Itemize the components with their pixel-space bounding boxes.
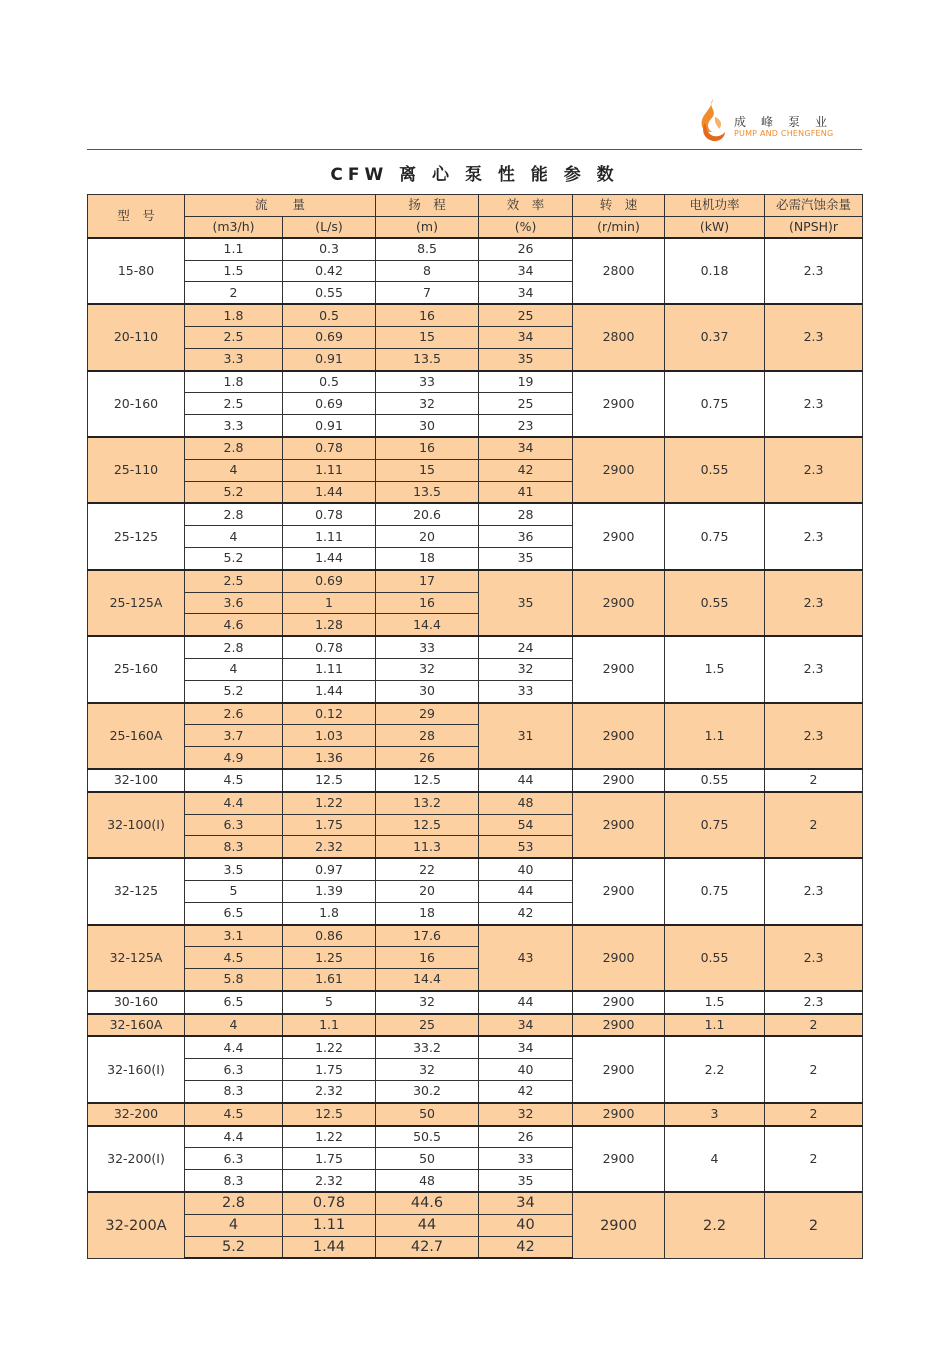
cell-model: 30-160 — [88, 991, 185, 1014]
cell-head: 44 — [376, 1214, 479, 1236]
page-title: CFW 离 心 泵 性 能 参 数 — [330, 165, 619, 185]
cell-model: 25-125 — [88, 503, 185, 569]
unit-efficiency: (%) — [479, 216, 573, 238]
cell-efficiency: 25 — [479, 393, 573, 415]
table-row — [88, 1014, 863, 1037]
cell-flow-m3h: 4.4 — [185, 792, 283, 814]
cell-flow-ls: 1.61 — [283, 969, 376, 991]
cell-flow-ls: 0.78 — [283, 636, 376, 658]
table-unit-row — [88, 216, 863, 238]
cell-model: 32-125 — [88, 858, 185, 924]
cell-model: 32-160A — [88, 1014, 185, 1037]
cell-flow-m3h: 4.5 — [185, 1103, 283, 1126]
cell-speed: 2800 — [573, 238, 665, 304]
cell-npsh: 2.3 — [765, 703, 863, 769]
cell-power: 0.18 — [665, 238, 765, 304]
cell-flow-ls: 12.5 — [283, 1103, 376, 1126]
cell-model: 15-80 — [88, 238, 185, 304]
cell-npsh: 2.3 — [765, 238, 863, 304]
cell-flow-ls: 1.75 — [283, 1148, 376, 1170]
cell-head: 17 — [376, 570, 479, 592]
cell-head: 18 — [376, 547, 479, 569]
table-row — [88, 636, 863, 658]
cell-head: 33 — [376, 371, 479, 393]
cell-flow-ls: 1.25 — [283, 947, 376, 969]
cell-flow-m3h: 3.3 — [185, 415, 283, 437]
header-divider — [87, 149, 862, 150]
cell-model: 20-160 — [88, 371, 185, 437]
cell-efficiency: 34 — [479, 1014, 573, 1037]
table-row — [88, 570, 863, 592]
logo-name-cn: 成峰泵业 — [734, 115, 843, 129]
cell-head: 48 — [376, 1170, 479, 1192]
cell-efficiency: 33 — [479, 1148, 573, 1170]
cell-speed: 2900 — [573, 503, 665, 569]
cell-model: 20-110 — [88, 304, 185, 370]
cell-flow-m3h: 5.2 — [185, 1236, 283, 1258]
cell-speed: 2900 — [573, 1036, 665, 1102]
cell-npsh: 2.3 — [765, 503, 863, 569]
cell-speed: 2900 — [573, 371, 665, 437]
cell-efficiency: 35 — [479, 348, 573, 370]
cell-head: 8.5 — [376, 238, 479, 260]
cell-flow-ls: 1.11 — [283, 658, 376, 680]
header-efficiency: 效 率 — [479, 195, 573, 217]
cell-flow-m3h: 5.2 — [185, 481, 283, 503]
cell-model: 32-200 — [88, 1103, 185, 1126]
cell-flow-m3h: 2.8 — [185, 636, 283, 658]
cell-speed: 2900 — [573, 1014, 665, 1037]
cell-efficiency: 54 — [479, 814, 573, 836]
table-row — [88, 1192, 863, 1214]
cell-head: 20 — [376, 526, 479, 548]
cell-flow-ls: 12.5 — [283, 769, 376, 792]
header-flow: 流 量 — [185, 195, 376, 217]
cell-flow-m3h: 2.8 — [185, 503, 283, 525]
table-row — [88, 1126, 863, 1148]
cell-head: 44.6 — [376, 1192, 479, 1214]
cell-efficiency: 41 — [479, 481, 573, 503]
cell-flow-ls: 0.69 — [283, 393, 376, 415]
cell-efficiency: 26 — [479, 238, 573, 260]
cell-flow-ls: 0.5 — [283, 371, 376, 393]
cell-flow-m3h: 4 — [185, 1214, 283, 1236]
cell-npsh: 2.3 — [765, 371, 863, 437]
cell-power: 0.55 — [665, 769, 765, 792]
flame-logo-icon — [697, 97, 727, 143]
cell-flow-ls: 1.36 — [283, 747, 376, 769]
cell-flow-ls: 1.44 — [283, 680, 376, 702]
cell-flow-ls: 1.8 — [283, 902, 376, 924]
cell-flow-m3h: 2.6 — [185, 703, 283, 725]
cell-flow-m3h: 8.3 — [185, 1081, 283, 1103]
cell-head: 32 — [376, 991, 479, 1014]
cell-head: 13.2 — [376, 792, 479, 814]
cell-flow-m3h: 2.5 — [185, 393, 283, 415]
cell-flow-ls: 0.55 — [283, 282, 376, 304]
cell-head: 25 — [376, 1014, 479, 1037]
cell-head: 15 — [376, 326, 479, 348]
table-row — [88, 238, 863, 260]
cell-flow-m3h: 1.1 — [185, 238, 283, 260]
cell-efficiency: 53 — [479, 836, 573, 858]
cell-efficiency: 34 — [479, 1192, 573, 1214]
cell-model: 25-160 — [88, 636, 185, 702]
cell-head: 16 — [376, 437, 479, 459]
cell-flow-ls: 1.03 — [283, 725, 376, 747]
cell-efficiency: 24 — [479, 636, 573, 658]
cell-head: 20 — [376, 880, 479, 902]
cell-efficiency: 34 — [479, 437, 573, 459]
cell-flow-m3h: 4.5 — [185, 769, 283, 792]
cell-efficiency: 28 — [479, 503, 573, 525]
cell-head: 16 — [376, 304, 479, 326]
cell-flow-ls: 1.1 — [283, 1014, 376, 1037]
cell-flow-m3h: 1.8 — [185, 371, 283, 393]
cell-flow-m3h: 8.3 — [185, 1170, 283, 1192]
cell-speed: 2900 — [573, 858, 665, 924]
cell-flow-ls: 1.11 — [283, 526, 376, 548]
cell-power: 1.1 — [665, 703, 765, 769]
cell-efficiency: 44 — [479, 880, 573, 902]
cell-efficiency: 42 — [479, 1236, 573, 1258]
cell-efficiency: 48 — [479, 792, 573, 814]
cell-npsh: 2.3 — [765, 991, 863, 1014]
cell-head: 30.2 — [376, 1081, 479, 1103]
cell-npsh: 2 — [765, 1103, 863, 1126]
cell-flow-ls: 1.22 — [283, 1036, 376, 1058]
cell-head: 11.3 — [376, 836, 479, 858]
cell-flow-m3h: 6.5 — [185, 991, 283, 1014]
cell-flow-ls: 5 — [283, 991, 376, 1014]
cell-flow-ls: 0.78 — [283, 503, 376, 525]
cell-head: 17.6 — [376, 925, 479, 947]
table-row — [88, 991, 863, 1014]
cell-flow-ls: 0.91 — [283, 415, 376, 437]
cell-flow-ls: 0.69 — [283, 326, 376, 348]
cell-speed: 2900 — [573, 1126, 665, 1192]
cell-head: 42.7 — [376, 1236, 479, 1258]
cell-flow-m3h: 4.6 — [185, 614, 283, 636]
cell-flow-ls: 1.44 — [283, 1236, 376, 1258]
cell-efficiency: 19 — [479, 371, 573, 393]
cell-efficiency: 42 — [479, 1081, 573, 1103]
cell-head: 8 — [376, 260, 479, 282]
cell-efficiency: 43 — [479, 925, 573, 991]
header-power: 电机功率 — [665, 195, 765, 217]
cell-flow-ls: 1.28 — [283, 614, 376, 636]
cell-head: 50 — [376, 1103, 479, 1126]
cell-head: 12.5 — [376, 814, 479, 836]
cell-model: 32-200(I) — [88, 1126, 185, 1192]
cell-npsh: 2 — [765, 1126, 863, 1192]
cell-power: 0.75 — [665, 858, 765, 924]
unit-head: (m) — [376, 216, 479, 238]
cell-flow-ls: 1 — [283, 592, 376, 614]
cell-model: 25-160A — [88, 703, 185, 769]
cell-power: 3 — [665, 1103, 765, 1126]
cell-npsh: 2 — [765, 769, 863, 792]
cell-flow-m3h: 3.6 — [185, 592, 283, 614]
cell-flow-m3h: 4.9 — [185, 747, 283, 769]
cell-flow-ls: 1.22 — [283, 792, 376, 814]
cell-power: 0.37 — [665, 304, 765, 370]
table-row — [88, 1036, 863, 1058]
cell-head: 32 — [376, 393, 479, 415]
cell-flow-ls: 0.78 — [283, 1192, 376, 1214]
cell-flow-m3h: 2 — [185, 282, 283, 304]
cell-efficiency: 42 — [479, 459, 573, 481]
cell-power: 2.2 — [665, 1192, 765, 1258]
cell-efficiency: 36 — [479, 526, 573, 548]
header-model: 型 号 — [88, 195, 185, 238]
cell-power: 4 — [665, 1126, 765, 1192]
cell-flow-m3h: 1.5 — [185, 260, 283, 282]
table-row — [88, 703, 863, 725]
cell-efficiency: 35 — [479, 547, 573, 569]
cell-flow-m3h: 2.8 — [185, 1192, 283, 1214]
header-head: 扬 程 — [376, 195, 479, 217]
cell-power: 1.5 — [665, 636, 765, 702]
cell-head: 29 — [376, 703, 479, 725]
logo-name-en: PUMP AND CHENGFENG — [734, 129, 834, 138]
table-row — [88, 925, 863, 947]
cell-flow-m3h: 5.2 — [185, 547, 283, 569]
cell-head: 32 — [376, 658, 479, 680]
cell-npsh: 2.3 — [765, 925, 863, 991]
cell-flow-m3h: 2.5 — [185, 326, 283, 348]
cell-model: 25-125A — [88, 570, 185, 636]
cell-flow-ls: 0.78 — [283, 437, 376, 459]
cell-head: 13.5 — [376, 481, 479, 503]
table-row — [88, 1103, 863, 1126]
table-row — [88, 437, 863, 459]
cell-speed: 2900 — [573, 703, 665, 769]
cell-head: 33.2 — [376, 1036, 479, 1058]
table-row — [88, 769, 863, 792]
cell-head: 22 — [376, 858, 479, 880]
cell-efficiency: 44 — [479, 991, 573, 1014]
cell-npsh: 2 — [765, 1192, 863, 1258]
cell-model: 32-200A — [88, 1192, 185, 1258]
cell-npsh: 2.3 — [765, 437, 863, 503]
cell-efficiency: 40 — [479, 858, 573, 880]
cell-efficiency: 31 — [479, 703, 573, 769]
cell-flow-ls: 2.32 — [283, 1170, 376, 1192]
cell-head: 12.5 — [376, 769, 479, 792]
cell-speed: 2900 — [573, 636, 665, 702]
cell-flow-ls: 0.69 — [283, 570, 376, 592]
cell-power: 0.55 — [665, 925, 765, 991]
cell-head: 14.4 — [376, 614, 479, 636]
table-row — [88, 792, 863, 814]
cell-efficiency: 32 — [479, 1103, 573, 1126]
cell-efficiency: 40 — [479, 1214, 573, 1236]
cell-power: 1.5 — [665, 991, 765, 1014]
cell-speed: 2900 — [573, 769, 665, 792]
cell-efficiency: 35 — [479, 570, 573, 636]
cell-efficiency: 42 — [479, 902, 573, 924]
cell-power: 0.75 — [665, 792, 765, 858]
cell-flow-m3h: 4 — [185, 526, 283, 548]
cell-npsh: 2.3 — [765, 858, 863, 924]
cell-power: 0.55 — [665, 570, 765, 636]
cell-head: 50.5 — [376, 1126, 479, 1148]
cell-speed: 2900 — [573, 792, 665, 858]
cell-flow-m3h: 5 — [185, 880, 283, 902]
cell-flow-m3h: 6.3 — [185, 1059, 283, 1081]
cell-head: 7 — [376, 282, 479, 304]
cell-head: 13.5 — [376, 348, 479, 370]
cell-speed: 2900 — [573, 991, 665, 1014]
cell-efficiency: 26 — [479, 1126, 573, 1148]
cell-flow-m3h: 6.5 — [185, 902, 283, 924]
cell-flow-ls: 1.11 — [283, 1214, 376, 1236]
cell-npsh: 2.3 — [765, 570, 863, 636]
cell-flow-ls: 1.44 — [283, 481, 376, 503]
cell-power: 0.75 — [665, 503, 765, 569]
cell-flow-ls: 0.5 — [283, 304, 376, 326]
cell-efficiency: 34 — [479, 1036, 573, 1058]
cell-model: 32-100(I) — [88, 792, 185, 858]
cell-speed: 2900 — [573, 1192, 665, 1258]
cell-head: 18 — [376, 902, 479, 924]
cell-flow-m3h: 3.1 — [185, 925, 283, 947]
cell-flow-m3h: 3.5 — [185, 858, 283, 880]
cell-flow-ls: 0.42 — [283, 260, 376, 282]
cell-flow-m3h: 4.4 — [185, 1126, 283, 1148]
cell-efficiency: 35 — [479, 1170, 573, 1192]
cell-npsh: 2 — [765, 1014, 863, 1037]
cell-flow-ls: 0.91 — [283, 348, 376, 370]
cell-flow-ls: 1.11 — [283, 459, 376, 481]
cell-npsh: 2 — [765, 1036, 863, 1102]
cell-flow-m3h: 1.8 — [185, 304, 283, 326]
table-header-row — [88, 195, 863, 217]
cell-flow-ls: 1.75 — [283, 1059, 376, 1081]
cell-head: 26 — [376, 747, 479, 769]
cell-head: 32 — [376, 1059, 479, 1081]
cell-head: 16 — [376, 592, 479, 614]
cell-head: 15 — [376, 459, 479, 481]
cell-speed: 2900 — [573, 570, 665, 636]
cell-head: 50 — [376, 1148, 479, 1170]
cell-power: 1.1 — [665, 1014, 765, 1037]
cell-head: 28 — [376, 725, 479, 747]
cell-power: 0.55 — [665, 437, 765, 503]
cell-efficiency: 32 — [479, 658, 573, 680]
cell-flow-m3h: 3.3 — [185, 348, 283, 370]
cell-flow-ls: 1.44 — [283, 547, 376, 569]
table-row — [88, 304, 863, 326]
cell-speed: 2800 — [573, 304, 665, 370]
cell-model: 32-125A — [88, 925, 185, 991]
cell-model: 32-100 — [88, 769, 185, 792]
unit-npsh: (NPSH)r — [765, 216, 863, 238]
cell-flow-m3h: 6.3 — [185, 814, 283, 836]
header-npsh: 必需汽蚀余量 — [765, 195, 863, 217]
cell-flow-ls: 2.32 — [283, 1081, 376, 1103]
table-row — [88, 858, 863, 880]
cell-flow-ls: 0.12 — [283, 703, 376, 725]
cell-flow-ls: 0.97 — [283, 858, 376, 880]
cell-flow-m3h: 8.3 — [185, 836, 283, 858]
cell-head: 33 — [376, 636, 479, 658]
cell-flow-ls: 0.86 — [283, 925, 376, 947]
unit-flow-ls: (L/s) — [283, 216, 376, 238]
unit-power: (kW) — [665, 216, 765, 238]
cell-flow-m3h: 6.3 — [185, 1148, 283, 1170]
cell-power: 2.2 — [665, 1036, 765, 1102]
cell-flow-ls: 1.75 — [283, 814, 376, 836]
cell-model: 32-160(I) — [88, 1036, 185, 1102]
cell-model: 25-110 — [88, 437, 185, 503]
cell-npsh: 2.3 — [765, 304, 863, 370]
cell-flow-ls: 1.39 — [283, 880, 376, 902]
cell-flow-m3h: 2.5 — [185, 570, 283, 592]
cell-head: 30 — [376, 680, 479, 702]
cell-efficiency: 34 — [479, 260, 573, 282]
table-row — [88, 503, 863, 525]
cell-efficiency: 25 — [479, 304, 573, 326]
cell-npsh: 2 — [765, 792, 863, 858]
cell-flow-m3h: 4 — [185, 658, 283, 680]
cell-efficiency: 33 — [479, 680, 573, 702]
cell-flow-m3h: 4.4 — [185, 1036, 283, 1058]
cell-speed: 2900 — [573, 925, 665, 991]
cell-speed: 2900 — [573, 1103, 665, 1126]
cell-speed: 2900 — [573, 437, 665, 503]
cell-flow-m3h: 5.8 — [185, 969, 283, 991]
performance-table — [87, 194, 863, 1259]
cell-efficiency: 34 — [479, 326, 573, 348]
cell-flow-m3h: 4 — [185, 1014, 283, 1037]
cell-efficiency: 23 — [479, 415, 573, 437]
cell-flow-ls: 0.3 — [283, 238, 376, 260]
cell-flow-m3h: 3.7 — [185, 725, 283, 747]
cell-npsh: 2.3 — [765, 636, 863, 702]
cell-head: 14.4 — [376, 969, 479, 991]
header-speed: 转 速 — [573, 195, 665, 217]
cell-efficiency: 44 — [479, 769, 573, 792]
cell-efficiency: 40 — [479, 1059, 573, 1081]
cell-head: 30 — [376, 415, 479, 437]
unit-flow-m3h: (m3/h) — [185, 216, 283, 238]
unit-speed: (r/min) — [573, 216, 665, 238]
cell-flow-m3h: 4 — [185, 459, 283, 481]
cell-flow-ls: 2.32 — [283, 836, 376, 858]
cell-head: 20.6 — [376, 503, 479, 525]
cell-power: 0.75 — [665, 371, 765, 437]
cell-flow-m3h: 4.5 — [185, 947, 283, 969]
table-row — [88, 371, 863, 393]
cell-head: 16 — [376, 947, 479, 969]
cell-flow-m3h: 2.8 — [185, 437, 283, 459]
cell-flow-m3h: 5.2 — [185, 680, 283, 702]
cell-efficiency: 34 — [479, 282, 573, 304]
cell-flow-ls: 1.22 — [283, 1126, 376, 1148]
